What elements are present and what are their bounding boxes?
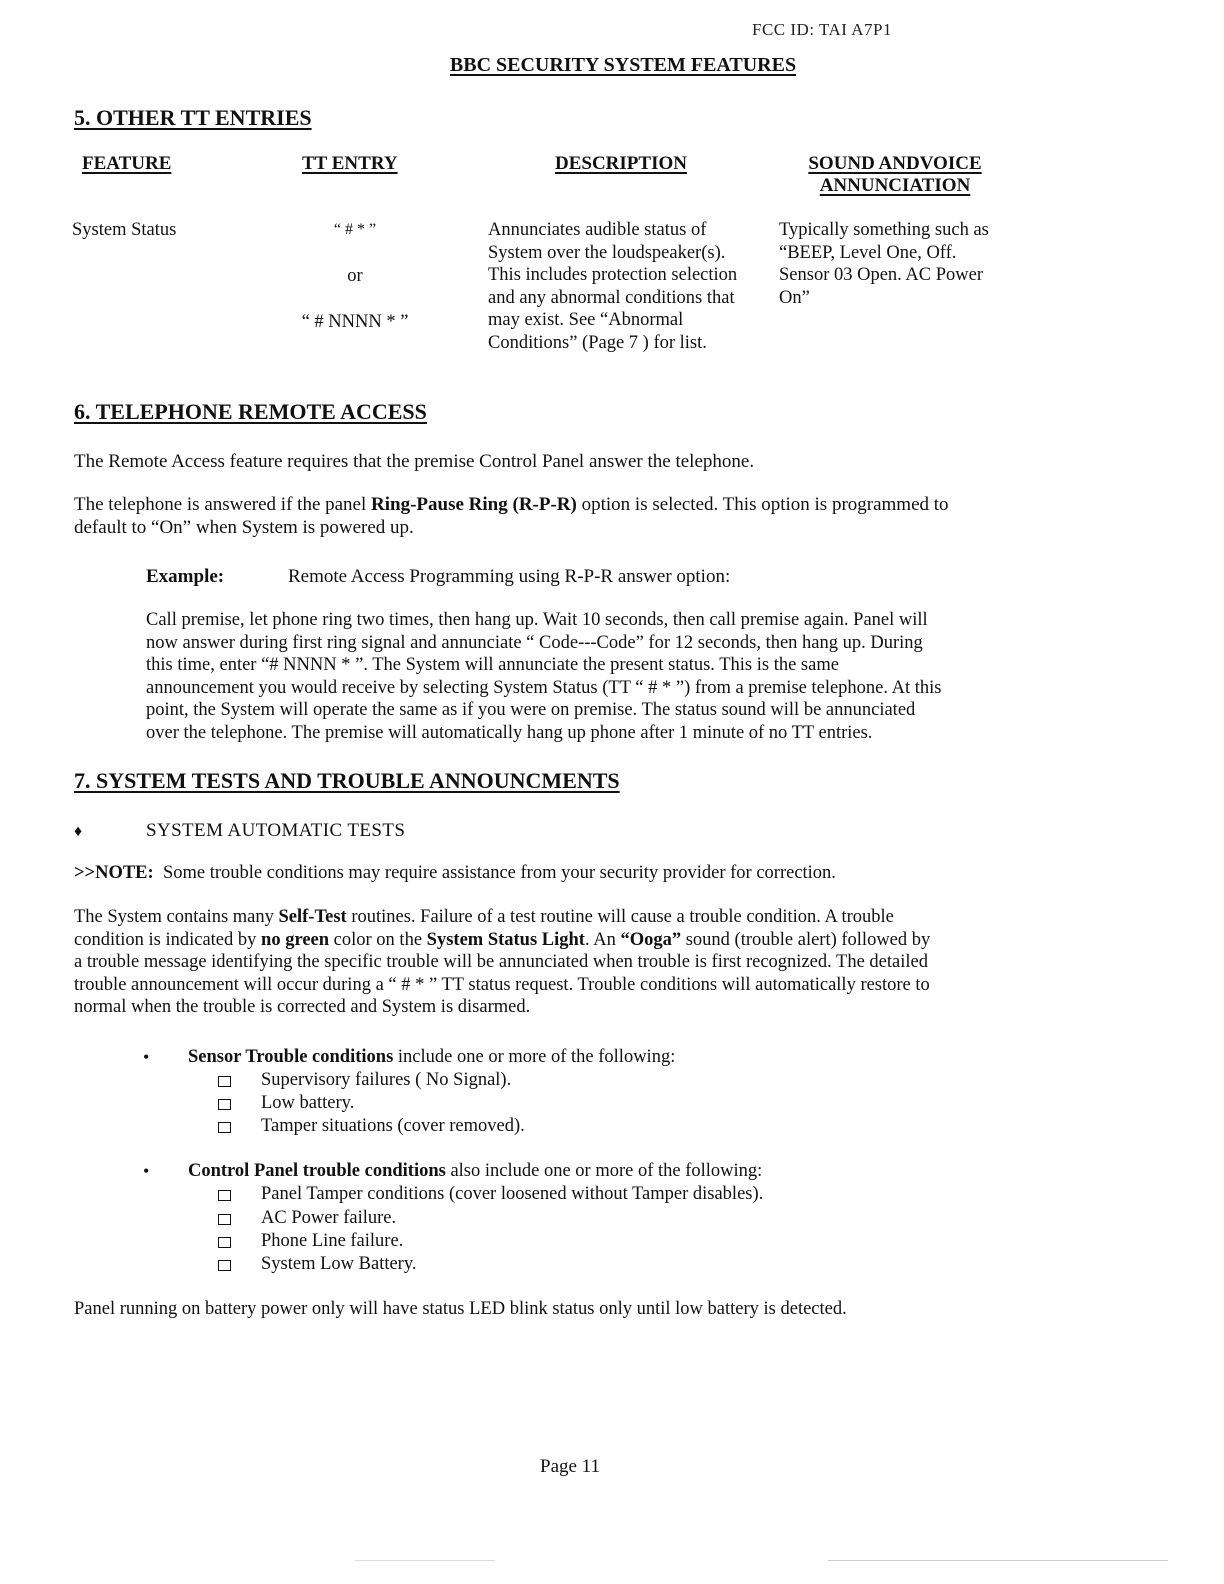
row-sound [779,219,1029,309]
self-test-line [74,929,1014,952]
section-5-heading: 5. OTHER TT ENTRIES [74,105,312,130]
text: routines. Failure of a test routine will cause a trouble condition. A trouble [346,907,894,927]
status-light-term: System Status Light [426,929,585,950]
column-header-sound-line1: SOUND ANDVOICE [808,153,982,174]
list-item-text: Supervisory failures ( No Signal). [261,1070,512,1090]
note-label: >>NOTE: [74,863,154,883]
scan-artifact [355,1560,495,1561]
note-text: Some trouble conditions may require assistance from your security provider for correction. [162,863,836,883]
checkbox-icon [218,1099,231,1110]
description-line: and any abnormal conditions that [488,287,735,308]
no-green-term: no green [261,929,330,950]
list-item-text: Phone Line failure. [261,1231,404,1251]
row-tt-entry-1: “ # * ” [333,221,377,238]
self-test-line: trouble announcement will occur during a “ # * ” TT status request. Trouble conditions will automatically restore to [74,974,930,995]
description-line: This includes protection selection [488,265,738,285]
panel-trouble-intro [188,1160,762,1183]
example-paragraph [146,609,1008,744]
self-test-line: normal when the trouble is corrected and System is disarmed. [74,997,531,1017]
column-header-sound [800,153,990,197]
self-test-paragraph [74,906,1014,1019]
sound-line: On” [779,287,810,308]
example-title: Remote Access Programming using R-P-R answer option: [288,566,731,587]
ring-pause-text: option is selected. This option is programmed to [576,494,949,515]
example-line: this time, enter “# NNNN * ”. The System will annunciate the present status. This is the same [146,655,839,675]
ring-pause-option: Ring-Pause Ring (R-P-R) [371,494,577,515]
example-line: Call premise, let phone ring two times, then hang up. Wait 10 seconds, then call premise again. Panel will [146,610,928,630]
example-line: announcement you would receive by selecting System Status (TT “ # * ”) from a premise telephone. At this [146,677,942,698]
row-description [488,219,778,354]
bullet-icon: • [143,1047,150,1067]
description-line: Annunciates audible status of [488,220,707,240]
list-item-text: Panel Tamper conditions (cover loosened without Tamper disables). [261,1184,764,1204]
diamond-bullet-icon: ♦ [74,823,83,840]
checkbox-icon [218,1260,231,1271]
page-number: Page 11 [540,1456,600,1477]
sensor-trouble-term: Sensor Trouble conditions [188,1047,394,1067]
automatic-tests-subheading: SYSTEM AUTOMATIC TESTS [146,820,406,841]
list-item-text: Low battery. [261,1093,355,1113]
example-line: point, the System will operate the same as if you were on premise. The status sound will be annunciated [146,700,916,720]
text: color on the [329,929,427,950]
list-item-text: System Low Battery. [261,1254,417,1274]
checkbox-icon [218,1190,231,1201]
ring-pause-text: The telephone is answered if the panel [74,494,372,515]
list-item-text: AC Power failure. [261,1208,397,1228]
text: . An [584,929,621,950]
text: include one or more of the following: [393,1047,676,1067]
scan-artifact [828,1560,1168,1561]
checkbox-icon [218,1237,231,1248]
checkbox-icon [218,1076,231,1087]
example-label: Example: [146,566,225,587]
ring-pause-line-2: default to “On” when System is powered up. [74,517,414,538]
description-line: System over the loudspeaker(s). [488,242,726,263]
text: The System contains many [74,907,279,927]
column-header-description: DESCRIPTION [555,153,687,174]
description-line: may exist. See “Abnormal [488,310,684,330]
column-header-tt-entry: TT ENTRY [302,153,398,174]
ring-pause-paragraph [74,493,1004,539]
sensor-trouble-intro [188,1046,675,1069]
example-line: over the telephone. The premise will automatically hang up phone after 1 minute of no TT entries. [146,722,873,743]
self-test-line: a trouble message identifying the specific trouble will be annunciated when trouble is first recognized. The detailed [74,952,928,972]
description-line: Conditions” (Page 7 ) for list. [488,332,707,353]
section-6-heading: 6. TELEPHONE REMOTE ACCESS [74,399,427,424]
ooga-term: “Ooga” [620,929,682,950]
row-tt-entry-2: “ # NNNN * ” [301,312,409,332]
ring-pause-line-1 [74,493,1004,516]
column-header-feature: FEATURE [82,153,172,174]
remote-access-paragraph: The Remote Access feature requires that the premise Control Panel answer the telephone. [74,451,755,472]
section-7-heading: 7. SYSTEM TESTS AND TROUBLE ANNOUNCMENTS [74,768,620,793]
example-line: now answer during first ring signal and annunciate “ Code---Code” for 12 seconds, then hang up. During [146,632,923,653]
sound-line: Typically something such as [779,220,989,240]
sound-line: “BEEP, Level One, Off. [779,242,957,263]
column-header-sound-line2: ANNUNCIATION [819,175,971,196]
note-line [74,862,1004,885]
panel-trouble-term: Control Panel trouble conditions [188,1161,446,1181]
self-test-term: Self-Test [278,907,347,927]
text: also include one or more of the following: [445,1161,763,1181]
text: condition is indicated by [74,929,262,950]
checkbox-icon [218,1214,231,1225]
bullet-icon: • [143,1161,150,1181]
sound-line: Sensor 03 Open. AC Power [779,265,984,285]
checkbox-icon [218,1122,231,1133]
text: sound (trouble alert) followed by [681,929,931,950]
self-test-line [74,906,1014,929]
list-item-text: Tamper situations (cover removed). [261,1116,525,1136]
document-title: BBC SECURITY SYSTEM FEATURES [449,54,797,76]
row-feature: System Status [72,220,177,240]
fcc-id: FCC ID: TAI A7P1 [752,20,892,39]
battery-note: Panel running on battery power only will have status LED blink status only until low battery is detected. [74,1299,847,1319]
row-tt-or: or [347,266,363,286]
